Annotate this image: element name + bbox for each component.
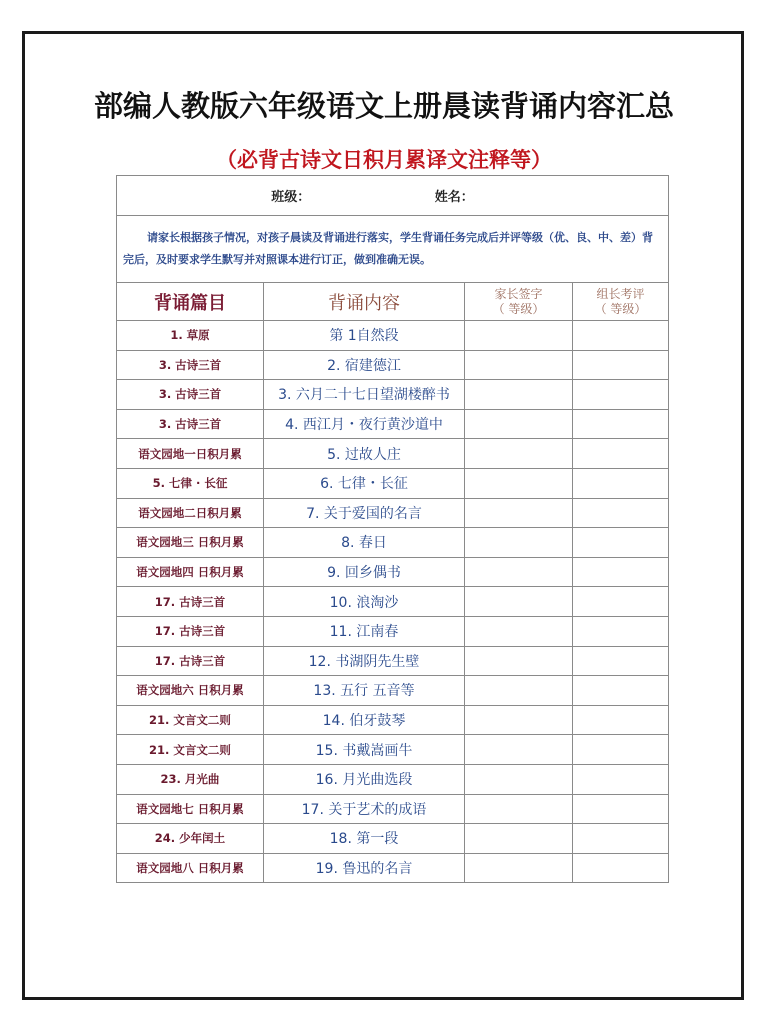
row-content-cell: 16. 月光曲选段 xyxy=(264,764,465,794)
row-title-cell: 5. 七律 · 长征 xyxy=(117,468,264,498)
header-leader-review-line1: 组长考评 xyxy=(596,286,645,301)
parent-sign-cell[interactable] xyxy=(465,587,573,617)
parent-sign-cell[interactable] xyxy=(465,350,573,380)
name-field-label[interactable]: 姓名： xyxy=(434,190,474,205)
row-content-cell: 9. 回乡偶书 xyxy=(264,557,465,587)
parent-sign-cell[interactable] xyxy=(465,498,573,528)
leader-review-cell[interactable] xyxy=(573,439,669,469)
student-info-row xyxy=(117,176,669,216)
row-content-cell: 2. 宿建德江 xyxy=(264,350,465,380)
parent-sign-cell[interactable] xyxy=(465,468,573,498)
row-content-cell: 7. 关于爱国的名言 xyxy=(264,498,465,528)
row-title-cell: 1. 草原 xyxy=(117,321,264,351)
table-row xyxy=(117,350,669,380)
parent-sign-cell[interactable] xyxy=(465,409,573,439)
row-content-cell: 19. 鲁迅的名言 xyxy=(264,853,465,883)
parent-sign-cell[interactable] xyxy=(465,380,573,410)
table-header-row xyxy=(117,283,669,321)
leader-review-cell[interactable] xyxy=(573,380,669,410)
parent-sign-cell[interactable] xyxy=(465,557,573,587)
row-title-cell: 语文园地四 日积月累 xyxy=(117,557,264,587)
table-row xyxy=(117,468,669,498)
row-title-cell: 3. 古诗三首 xyxy=(117,350,264,380)
leader-review-cell[interactable] xyxy=(573,528,669,558)
leader-review-cell[interactable] xyxy=(573,646,669,676)
row-title-cell: 语文园地二日积月累 xyxy=(117,498,264,528)
parent-sign-cell[interactable] xyxy=(465,853,573,883)
leader-review-cell[interactable] xyxy=(573,764,669,794)
leader-review-cell[interactable] xyxy=(573,409,669,439)
row-content-cell: 5. 过故人庄 xyxy=(264,439,465,469)
row-title-cell: 17. 古诗三首 xyxy=(117,616,264,646)
student-info-cell xyxy=(117,176,669,216)
instruction-cell xyxy=(117,216,669,283)
leader-review-cell[interactable] xyxy=(573,557,669,587)
table-row xyxy=(117,409,669,439)
table-row xyxy=(117,380,669,410)
parent-sign-cell[interactable] xyxy=(465,735,573,765)
parent-sign-cell[interactable] xyxy=(465,705,573,735)
leader-review-cell[interactable] xyxy=(573,794,669,824)
leader-review-cell[interactable] xyxy=(573,468,669,498)
row-content-cell: 18. 第一段 xyxy=(264,824,465,854)
parent-sign-cell[interactable] xyxy=(465,794,573,824)
table-row xyxy=(117,321,669,351)
header-leader-review-line2: （ 等级） xyxy=(594,301,647,316)
leader-review-cell[interactable] xyxy=(573,350,669,380)
table-row xyxy=(117,646,669,676)
leader-review-cell[interactable] xyxy=(573,853,669,883)
header-parent-sign-line1: 家长签字 xyxy=(494,286,543,301)
row-title-cell: 3. 古诗三首 xyxy=(117,409,264,439)
table-row xyxy=(117,439,669,469)
header-parent-sign xyxy=(465,283,573,321)
row-title-cell: 21. 文言文二则 xyxy=(117,735,264,765)
parent-sign-cell[interactable] xyxy=(465,646,573,676)
row-title-cell: 语文园地八 日积月累 xyxy=(117,853,264,883)
table-row xyxy=(117,676,669,706)
table-row xyxy=(117,853,669,883)
row-title-cell: 语文园地一日积月累 xyxy=(117,439,264,469)
row-title-cell: 17. 古诗三首 xyxy=(117,587,264,617)
leader-review-cell[interactable] xyxy=(573,616,669,646)
table-row xyxy=(117,824,669,854)
document-title: 部编人教版六年级语文上册晨读背诵内容汇总 xyxy=(93,89,674,123)
document-subtitle: （必背古诗文日积月累译文注释等） xyxy=(216,148,552,172)
row-content-cell: 10. 浪淘沙 xyxy=(264,587,465,617)
header-parent-sign-line2: （ 等级） xyxy=(492,301,545,316)
row-content-cell: 17. 关于艺术的成语 xyxy=(264,794,465,824)
header-title: 背诵篇目 xyxy=(117,283,264,321)
table-row xyxy=(117,735,669,765)
row-content-cell: 13. 五行 五音等 xyxy=(264,676,465,706)
leader-review-cell[interactable] xyxy=(573,676,669,706)
row-title-cell: 21. 文言文二则 xyxy=(117,705,264,735)
parent-sign-cell[interactable] xyxy=(465,439,573,469)
row-content-cell: 12. 书湖阴先生壁 xyxy=(264,646,465,676)
row-content-cell: 8. 春日 xyxy=(264,528,465,558)
class-field-label[interactable]: 班级： xyxy=(271,190,311,205)
header-content: 背诵内容 xyxy=(264,283,465,321)
table-row xyxy=(117,705,669,735)
row-title-cell: 语文园地三 日积月累 xyxy=(117,528,264,558)
table-row xyxy=(117,616,669,646)
row-title-cell: 语文园地七 日积月累 xyxy=(117,794,264,824)
row-title-cell: 语文园地六 日积月累 xyxy=(117,676,264,706)
parent-sign-cell[interactable] xyxy=(465,676,573,706)
leader-review-cell[interactable] xyxy=(573,824,669,854)
row-title-cell: 3. 古诗三首 xyxy=(117,380,264,410)
row-title-cell: 24. 少年闰土 xyxy=(117,824,264,854)
table-row xyxy=(117,557,669,587)
table-row xyxy=(117,498,669,528)
recitation-table xyxy=(116,175,669,883)
leader-review-cell[interactable] xyxy=(573,587,669,617)
row-content-cell: 4. 西江月・夜行黄沙道中 xyxy=(264,409,465,439)
row-content-cell: 6. 七律・长征 xyxy=(264,468,465,498)
row-content-cell: 15. 书戴嵩画牛 xyxy=(264,735,465,765)
parent-sign-cell[interactable] xyxy=(465,321,573,351)
leader-review-cell[interactable] xyxy=(573,735,669,765)
leader-review-cell[interactable] xyxy=(573,705,669,735)
row-content-cell: 3. 六月二十七日望湖楼醉书 xyxy=(264,380,465,410)
leader-review-cell[interactable] xyxy=(573,498,669,528)
table-row xyxy=(117,528,669,558)
table-row xyxy=(117,794,669,824)
table-row xyxy=(117,587,669,617)
row-title-cell: 23. 月光曲 xyxy=(117,764,264,794)
row-content-cell: 11. 江南春 xyxy=(264,616,465,646)
parent-sign-cell[interactable] xyxy=(465,528,573,558)
row-content-cell: 14. 伯牙鼓琴 xyxy=(264,705,465,735)
row-title-cell: 17. 古诗三首 xyxy=(117,646,264,676)
instruction-row xyxy=(117,216,669,283)
row-content-cell: 第 1自然段 xyxy=(264,321,465,351)
parent-sign-cell[interactable] xyxy=(465,824,573,854)
table-row xyxy=(117,764,669,794)
instruction-text: 请家长根据孩子情况，对孩子晨读及背诵进行落实，学生背诵任务完成后并评等级（优、良、中、差）背完后，及时要求学生默写并对照课本进行订正，做到准确无误。 xyxy=(123,231,653,266)
parent-sign-cell[interactable] xyxy=(465,616,573,646)
header-leader-review xyxy=(573,283,669,321)
parent-sign-cell[interactable] xyxy=(465,764,573,794)
leader-review-cell[interactable] xyxy=(573,321,669,351)
